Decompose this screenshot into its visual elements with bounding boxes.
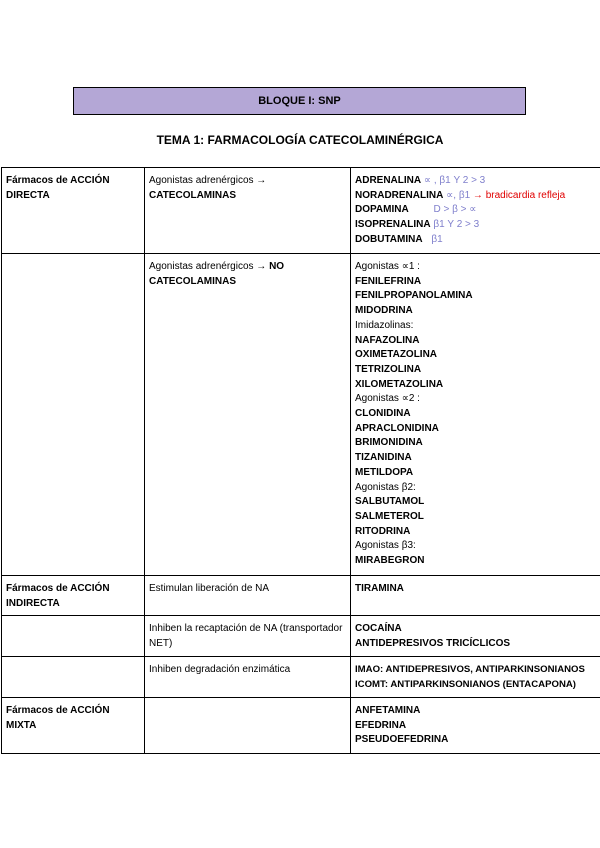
mechanism-cell <box>145 697 351 753</box>
drugs-cell <box>351 168 600 254</box>
table-row <box>2 168 600 254</box>
drug-name: RITODRINA <box>355 525 411 537</box>
list-item <box>355 174 596 189</box>
drugs-cell <box>351 697 600 753</box>
mechanism-group: CATECOLAMINAS <box>149 189 237 201</box>
list-item <box>355 203 596 218</box>
drug-group-label: Agonistas ∝2 : <box>355 393 420 405</box>
mechanism-prefix: Agonistas adrenérgicos → <box>149 261 267 272</box>
mechanism-cell: Inhiben la recaptación de NA (transportador NET) <box>145 616 351 656</box>
drug-name: TETRIZOLINA <box>355 363 422 375</box>
mechanism-group: NO CATECOLAMINAS <box>149 261 285 287</box>
receptor-note: D > β > ∝ <box>433 204 477 216</box>
table-row <box>2 254 600 576</box>
category-cell: Fármacos de ACCIÓN INDIRECTA <box>2 576 145 616</box>
list-item <box>355 189 596 204</box>
drug-table <box>1 167 600 754</box>
warning-note: → bradicardia refleja <box>472 189 566 201</box>
mechanism-prefix: Agonistas adrenérgicos → <box>149 175 267 186</box>
list-item <box>355 218 596 233</box>
table-row <box>2 576 600 616</box>
table-row <box>2 697 600 753</box>
drug-name: FENILEFRINA <box>355 275 422 287</box>
drug-name: MIRABEGRON <box>355 555 425 567</box>
category-cell <box>2 656 145 697</box>
drug-name: OXIMETAZOLINA <box>355 349 438 361</box>
receptor-note: ∝, β1 <box>446 189 471 201</box>
category-cell <box>2 616 145 656</box>
drug-name: ANFETAMINA <box>355 704 421 716</box>
drugs-cell <box>351 616 600 656</box>
drug-name: ADRENALINA <box>355 175 422 186</box>
mechanism-cell <box>145 168 351 254</box>
drug-name: SALBUTAMOL <box>355 496 425 508</box>
table-row <box>2 656 600 697</box>
drugs-cell <box>351 656 600 697</box>
category-cell <box>2 254 145 576</box>
drug-name: CLONIDINA <box>355 408 411 420</box>
drug-group-label: Agonistas β2: <box>355 481 416 493</box>
block-title-banner <box>73 87 526 115</box>
drug-name: NORADRENALINA <box>355 189 444 201</box>
drug-name: BRIMONIDINA <box>355 437 423 449</box>
drug-name: EFEDRINA <box>355 719 407 731</box>
table-row <box>2 616 600 656</box>
drug-name: XILOMETAZOLINA <box>355 378 444 390</box>
drug-name: PSEUDOEFEDRINA <box>355 734 449 746</box>
drug-group-label: Agonistas ∝1 : <box>355 261 420 272</box>
drug-group-label: Agonistas β3: <box>355 540 416 552</box>
drug-name: SALMETEROL <box>355 510 424 522</box>
drug-name: ICOMT: ANTIPARKINSONIANOS (ENTACAPONA) <box>355 678 577 690</box>
drugs-cell <box>351 254 600 576</box>
drug-name: DOPAMINA <box>355 204 409 216</box>
drug-name: DOBUTAMINA <box>355 233 423 245</box>
mechanism-cell <box>145 254 351 576</box>
category-cell: Fármacos de ACCIÓN DIRECTA <box>2 168 145 254</box>
drug-name: ANTIDEPRESIVOS TRICÍCLICOS <box>355 638 511 650</box>
receptor-note: β1 <box>431 233 443 245</box>
list-item <box>355 233 596 248</box>
drug-name: COCAÍNA <box>355 623 402 635</box>
drug-name: METILDOPA <box>355 466 414 478</box>
drug-name: NAFAZOLINA <box>355 334 420 346</box>
mechanism-cell: Estimulan liberación de NA <box>145 576 351 616</box>
receptor-note: ∝ , β1 Y 2 > 3 <box>423 175 486 186</box>
topic-title: TEMA 1: FARMACOLOGÍA CATECOLAMINÉRGICA <box>156 133 444 147</box>
category-cell: Fármacos de ACCIÓN MIXTA <box>2 697 145 753</box>
block-title: BLOQUE I: SNP <box>258 95 341 107</box>
drug-name: TIZANIDINA <box>355 452 412 464</box>
drug-name: APRACLONIDINA <box>355 422 439 434</box>
drug-name: FENILPROPANOLAMINA <box>355 290 473 302</box>
receptor-note: β1 Y 2 > 3 <box>433 219 480 231</box>
drug-name: IMAO: ANTIDEPRESIVOS, ANTIPARKINSONIANOS <box>355 663 585 675</box>
drug-group-label: Imidazolinas: <box>355 319 414 331</box>
drug-name: TIRAMINA <box>355 583 404 594</box>
drugs-cell <box>351 576 600 616</box>
drug-name: MIDODRINA <box>355 305 413 317</box>
mechanism-cell: Inhiben degradación enzimática <box>145 656 351 697</box>
drug-name: ISOPRENALINA <box>355 219 431 231</box>
